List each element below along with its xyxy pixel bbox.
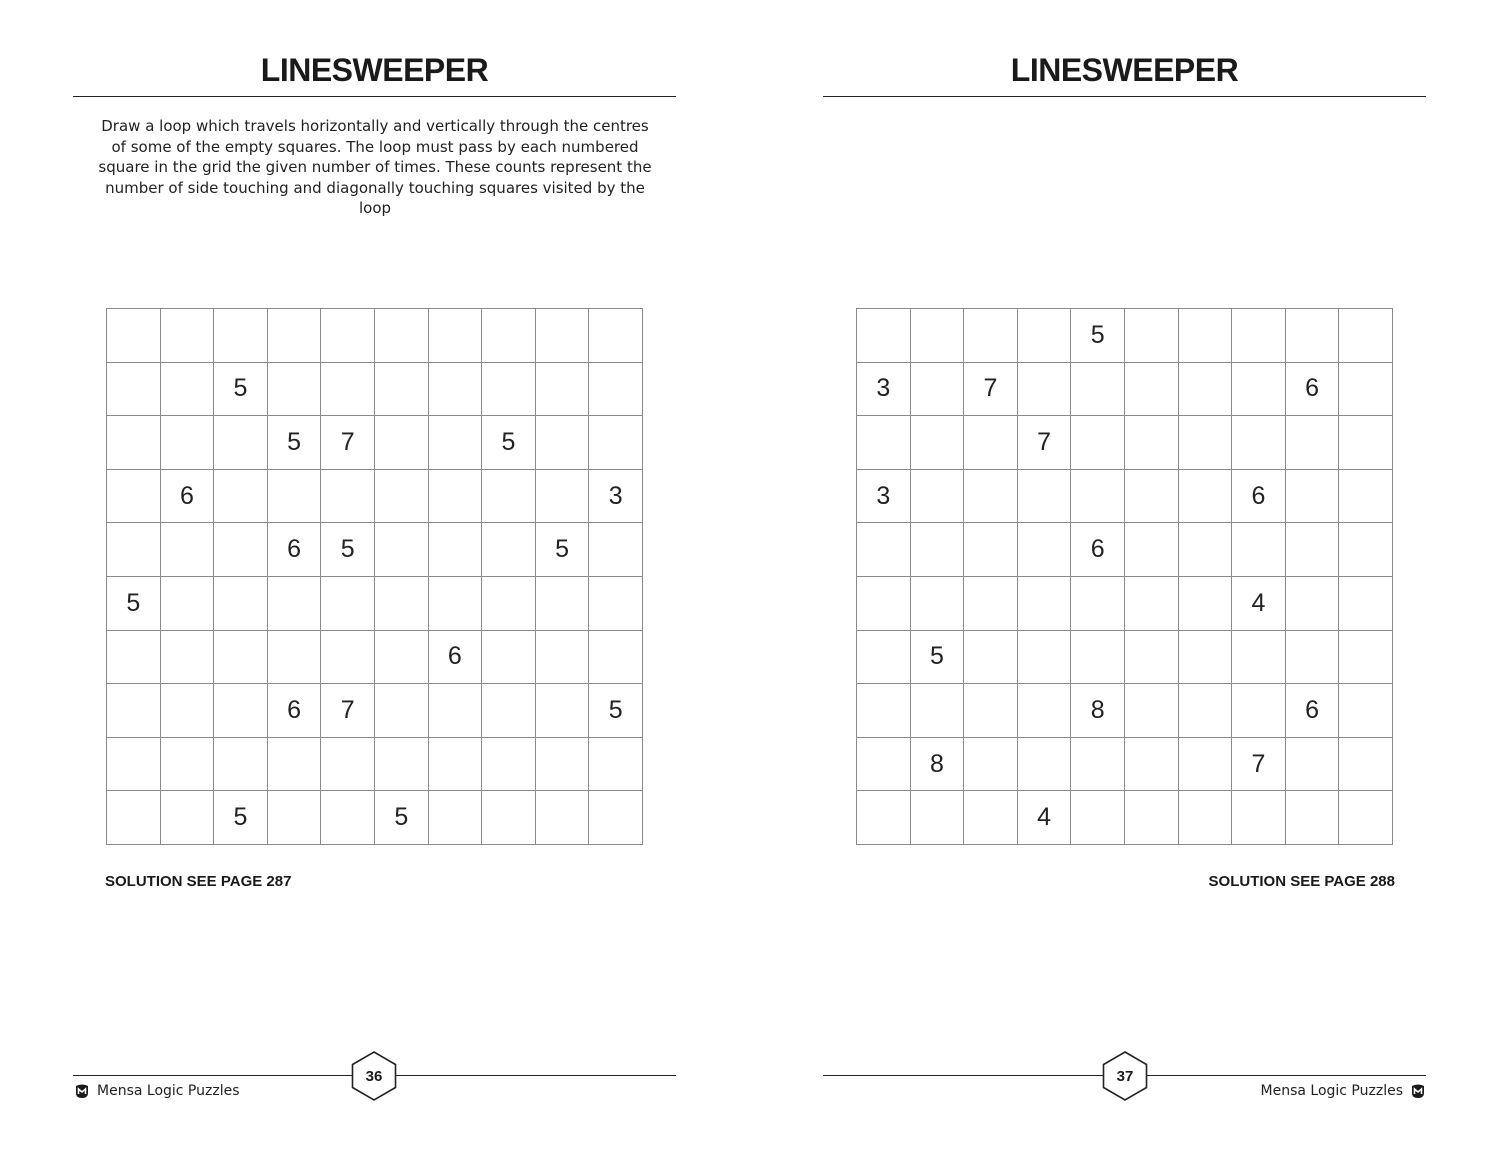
grid-cell[interactable]: 5 <box>911 631 965 685</box>
grid-cell[interactable]: 8 <box>911 738 965 792</box>
grid-cell[interactable] <box>1018 309 1072 363</box>
grid-cell[interactable]: 5 <box>321 523 375 577</box>
grid-cell[interactable] <box>911 791 965 845</box>
grid-cell[interactable]: 6 <box>1232 470 1286 524</box>
grid-cell[interactable]: 6 <box>1286 684 1340 738</box>
grid-cell[interactable] <box>1339 631 1393 685</box>
grid-cell[interactable]: 3 <box>857 470 911 524</box>
grid-cell[interactable] <box>589 416 643 470</box>
grid-cell[interactable] <box>911 309 965 363</box>
grid-cell[interactable] <box>268 470 322 524</box>
grid-cell[interactable]: 5 <box>536 523 590 577</box>
footer-book-title: Mensa Logic Puzzles <box>1260 1083 1403 1099</box>
grid-cell[interactable] <box>536 363 590 417</box>
grid-cell[interactable] <box>429 738 483 792</box>
grid-cell[interactable] <box>429 684 483 738</box>
grid-cell[interactable] <box>107 470 161 524</box>
grid-cell[interactable] <box>1125 577 1179 631</box>
grid-cell[interactable] <box>268 738 322 792</box>
grid-cell[interactable] <box>1179 416 1233 470</box>
grid-cell[interactable] <box>1339 470 1393 524</box>
grid-cell[interactable] <box>1125 631 1179 685</box>
grid-cell[interactable] <box>536 416 590 470</box>
grid-cell[interactable] <box>1179 791 1233 845</box>
grid-cell[interactable] <box>964 684 1018 738</box>
grid-cell[interactable]: 3 <box>857 363 911 417</box>
grid-cell[interactable] <box>321 738 375 792</box>
grid-cell[interactable] <box>268 577 322 631</box>
grid-cell[interactable]: 8 <box>1071 684 1125 738</box>
grid-cell[interactable] <box>107 791 161 845</box>
solution-reference: SOLUTION SEE PAGE 288 <box>1208 873 1395 890</box>
solution-reference: SOLUTION SEE PAGE 287 <box>105 873 292 890</box>
grid-cell[interactable] <box>1125 684 1179 738</box>
title-divider <box>73 96 676 97</box>
grid-cell[interactable] <box>589 523 643 577</box>
grid-cell[interactable]: 6 <box>161 470 215 524</box>
grid-cell[interactable] <box>1232 631 1286 685</box>
grid-cell[interactable] <box>214 470 268 524</box>
grid-cell[interactable] <box>268 631 322 685</box>
grid-cell[interactable] <box>1286 416 1340 470</box>
grid-cell[interactable] <box>1286 738 1340 792</box>
grid-cell[interactable]: 5 <box>214 363 268 417</box>
grid-cell[interactable] <box>1018 470 1072 524</box>
grid-cell[interactable]: 7 <box>1018 416 1072 470</box>
grid-cell[interactable] <box>161 363 215 417</box>
grid-cell[interactable] <box>857 684 911 738</box>
grid-cell[interactable] <box>1071 416 1125 470</box>
grid-cell[interactable]: 5 <box>268 416 322 470</box>
grid-cell[interactable] <box>1125 470 1179 524</box>
mensa-logo-icon <box>74 1083 90 1099</box>
grid-cell[interactable] <box>1339 791 1393 845</box>
grid-cell[interactable] <box>964 791 1018 845</box>
grid-cell[interactable] <box>1179 309 1233 363</box>
grid-cell[interactable] <box>375 738 429 792</box>
grid-cell[interactable] <box>107 523 161 577</box>
grid-cell[interactable] <box>1071 738 1125 792</box>
grid-cell[interactable] <box>161 738 215 792</box>
grid-cell[interactable] <box>321 791 375 845</box>
grid-cell[interactable] <box>429 363 483 417</box>
grid-cell[interactable]: 5 <box>589 684 643 738</box>
grid-cell[interactable] <box>268 309 322 363</box>
grid-cell[interactable] <box>161 577 215 631</box>
grid-cell[interactable] <box>589 309 643 363</box>
grid-cell[interactable] <box>589 791 643 845</box>
grid-cell[interactable] <box>1018 738 1072 792</box>
grid-cell[interactable] <box>1286 470 1340 524</box>
grid-cell[interactable]: 7 <box>321 684 375 738</box>
grid-cell[interactable] <box>536 577 590 631</box>
grid-cell[interactable] <box>1232 363 1286 417</box>
grid-cell[interactable] <box>964 416 1018 470</box>
grid-cell[interactable] <box>161 791 215 845</box>
grid-cell[interactable] <box>1071 577 1125 631</box>
grid-cell[interactable] <box>911 684 965 738</box>
grid-cell[interactable] <box>536 738 590 792</box>
grid-cell[interactable] <box>1179 631 1233 685</box>
grid-cell[interactable] <box>536 470 590 524</box>
grid-cell[interactable] <box>161 416 215 470</box>
grid-cell[interactable] <box>536 309 590 363</box>
grid-cell[interactable] <box>1018 684 1072 738</box>
grid-cell[interactable] <box>321 309 375 363</box>
grid-cell[interactable] <box>536 791 590 845</box>
grid-cell[interactable] <box>268 363 322 417</box>
grid-cell[interactable] <box>482 470 536 524</box>
grid-cell[interactable]: 5 <box>214 791 268 845</box>
grid-cell[interactable] <box>482 738 536 792</box>
grid-cell[interactable] <box>1286 309 1340 363</box>
footer-book-title: Mensa Logic Puzzles <box>97 1083 240 1099</box>
grid-cell[interactable] <box>268 791 322 845</box>
grid-cell[interactable] <box>214 738 268 792</box>
grid-cell[interactable] <box>1339 738 1393 792</box>
grid-cell[interactable] <box>857 416 911 470</box>
grid-cell[interactable] <box>1018 577 1072 631</box>
grid-cell[interactable] <box>1286 577 1340 631</box>
puzzle-title: LINESWEEPER <box>1010 52 1239 88</box>
grid-cell[interactable] <box>964 309 1018 363</box>
grid-cell[interactable] <box>964 470 1018 524</box>
grid-cell[interactable] <box>1179 577 1233 631</box>
grid-cell[interactable]: 4 <box>1232 577 1286 631</box>
grid-cell[interactable] <box>1125 416 1179 470</box>
grid-cell[interactable]: 7 <box>1232 738 1286 792</box>
grid-cell[interactable] <box>1339 523 1393 577</box>
grid-cell[interactable] <box>375 631 429 685</box>
grid-cell[interactable] <box>1232 684 1286 738</box>
grid-cell[interactable] <box>1339 416 1393 470</box>
grid-cell[interactable] <box>964 577 1018 631</box>
grid-cell[interactable] <box>429 523 483 577</box>
grid-cell[interactable] <box>911 470 965 524</box>
grid-cell[interactable] <box>429 416 483 470</box>
grid-cell[interactable]: 5 <box>375 791 429 845</box>
grid-cell[interactable]: 7 <box>321 416 375 470</box>
grid-cell[interactable] <box>1232 523 1286 577</box>
grid-cell[interactable] <box>1232 791 1286 845</box>
grid-cell[interactable] <box>214 523 268 577</box>
grid-cell[interactable] <box>1286 791 1340 845</box>
grid-cell[interactable] <box>375 684 429 738</box>
title-divider <box>823 96 1426 97</box>
grid-cell[interactable] <box>857 631 911 685</box>
grid-cell[interactable] <box>964 738 1018 792</box>
grid-cell[interactable] <box>429 470 483 524</box>
grid-cell[interactable] <box>589 738 643 792</box>
grid-cell[interactable] <box>107 738 161 792</box>
grid-cell[interactable] <box>214 309 268 363</box>
grid-cell[interactable]: 6 <box>1071 523 1125 577</box>
grid-cell[interactable] <box>857 577 911 631</box>
grid-cell[interactable] <box>911 363 965 417</box>
grid-cell[interactable] <box>1179 738 1233 792</box>
grid-cell[interactable] <box>214 684 268 738</box>
grid-cell[interactable] <box>911 416 965 470</box>
grid-cell[interactable] <box>161 631 215 685</box>
grid-cell[interactable] <box>321 470 375 524</box>
grid-cell[interactable] <box>1286 631 1340 685</box>
grid-cell[interactable] <box>321 577 375 631</box>
grid-cell[interactable] <box>429 577 483 631</box>
grid-cell[interactable] <box>375 523 429 577</box>
grid-cell[interactable] <box>375 363 429 417</box>
grid-cell[interactable] <box>482 791 536 845</box>
grid-cell[interactable] <box>1286 523 1340 577</box>
mensa-logo-icon <box>1410 1083 1426 1099</box>
grid-cell[interactable] <box>1071 631 1125 685</box>
grid-cell[interactable] <box>857 309 911 363</box>
grid-cell[interactable] <box>107 684 161 738</box>
grid-cell[interactable] <box>857 738 911 792</box>
grid-cell[interactable] <box>1125 791 1179 845</box>
grid-cell[interactable] <box>1125 523 1179 577</box>
grid-cell[interactable] <box>1071 791 1125 845</box>
grid-cell[interactable] <box>161 309 215 363</box>
grid-cell[interactable] <box>1232 416 1286 470</box>
grid-cell[interactable] <box>161 684 215 738</box>
grid-cell[interactable] <box>482 309 536 363</box>
grid-cell[interactable] <box>1179 523 1233 577</box>
grid-cell[interactable] <box>214 577 268 631</box>
grid-cell[interactable] <box>857 791 911 845</box>
grid-cell[interactable] <box>107 631 161 685</box>
page-number: 37 <box>1116 1068 1134 1085</box>
grid-cell[interactable]: 5 <box>482 416 536 470</box>
grid-cell[interactable] <box>107 309 161 363</box>
grid-cell[interactable] <box>1339 577 1393 631</box>
grid-cell[interactable] <box>536 684 590 738</box>
grid-cell[interactable] <box>589 631 643 685</box>
puzzle-grid <box>856 308 1393 845</box>
grid-cell[interactable]: 4 <box>1018 791 1072 845</box>
grid-cell[interactable] <box>214 416 268 470</box>
grid-cell[interactable] <box>375 470 429 524</box>
page-number: 36 <box>365 1068 383 1085</box>
grid-cell[interactable] <box>911 577 965 631</box>
grid-cell[interactable] <box>857 523 911 577</box>
grid-cell[interactable] <box>1179 684 1233 738</box>
grid-cell[interactable] <box>161 523 215 577</box>
grid-cell[interactable] <box>1018 631 1072 685</box>
grid-cell[interactable]: 3 <box>589 470 643 524</box>
grid-cell[interactable] <box>1232 309 1286 363</box>
grid-cell[interactable] <box>375 309 429 363</box>
right-page <box>750 0 1500 1151</box>
grid-cell[interactable] <box>107 416 161 470</box>
grid-cell[interactable] <box>1125 363 1179 417</box>
grid-cell[interactable] <box>321 631 375 685</box>
grid-cell[interactable] <box>107 363 161 417</box>
grid-cell[interactable] <box>1125 309 1179 363</box>
grid-cell[interactable] <box>911 523 965 577</box>
puzzle-instructions: Draw a loop which travels horizontally and vertically through the centres of some of the empty squares. The loop must pass by each numbered square in the grid the given number of times. These counts represent the number of side touching and diagonally touching squares visited by the loop <box>98 117 652 217</box>
puzzle-title: LINESWEEPER <box>260 52 489 88</box>
grid-cell[interactable] <box>482 631 536 685</box>
grid-cell[interactable] <box>482 363 536 417</box>
grid-cell[interactable] <box>964 523 1018 577</box>
grid-cell[interactable] <box>375 577 429 631</box>
grid-cell[interactable]: 5 <box>1071 309 1125 363</box>
grid-cell[interactable] <box>1179 363 1233 417</box>
grid-cell[interactable] <box>482 577 536 631</box>
grid-cell[interactable]: 7 <box>964 363 1018 417</box>
grid-cell[interactable] <box>536 631 590 685</box>
grid-cell[interactable] <box>429 309 483 363</box>
grid-cell[interactable] <box>1339 363 1393 417</box>
grid-cell[interactable] <box>1339 684 1393 738</box>
grid-cell[interactable]: 5 <box>107 577 161 631</box>
grid-cell[interactable] <box>1071 470 1125 524</box>
grid-cell[interactable] <box>375 416 429 470</box>
grid-cell[interactable] <box>321 363 375 417</box>
grid-cell[interactable] <box>1339 309 1393 363</box>
grid-cell[interactable] <box>1018 363 1072 417</box>
grid-cell[interactable] <box>482 523 536 577</box>
grid-cell[interactable] <box>1179 470 1233 524</box>
grid-cell[interactable] <box>964 631 1018 685</box>
grid-cell[interactable]: 6 <box>1286 363 1340 417</box>
grid-cell[interactable] <box>429 791 483 845</box>
grid-cell[interactable] <box>589 577 643 631</box>
grid-cell[interactable] <box>214 631 268 685</box>
grid-cell[interactable] <box>589 363 643 417</box>
grid-cell[interactable]: 6 <box>268 523 322 577</box>
grid-cell[interactable]: 6 <box>429 631 483 685</box>
puzzle-grid <box>106 308 643 845</box>
grid-cell[interactable] <box>1018 523 1072 577</box>
grid-cell[interactable] <box>1071 363 1125 417</box>
grid-cell[interactable]: 6 <box>268 684 322 738</box>
grid-cell[interactable] <box>482 684 536 738</box>
grid-cell[interactable] <box>1125 738 1179 792</box>
